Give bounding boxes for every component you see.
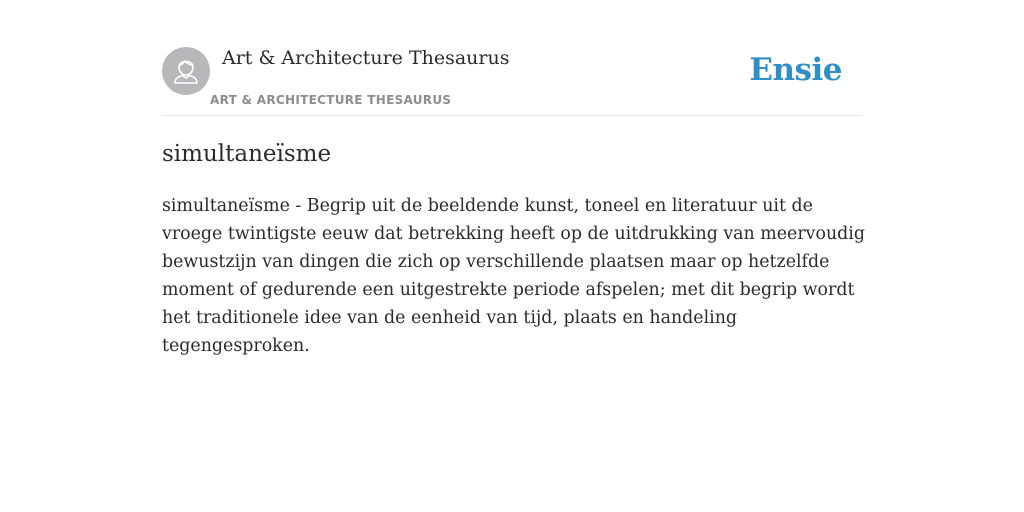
author-name-link[interactable]: Art & Architecture Thesaurus	[222, 47, 510, 69]
brand-logo[interactable]: Ensie	[749, 52, 842, 88]
header	[162, 46, 862, 116]
definition-text: simultaneïsme - Begrip uit de beeldende kunst, toneel en literatuur uit de vroege twintigste eeuw dat betrekking heeft op de uitdrukking van meervoudig bewustzijn van dingen die zich op verschillende plaatsen maar op hetzelfde moment of gedurende een uitgestrekte periode afspelen; met dit begrip wordt het traditionele idee van de eenheid van tijd, plaats en handeling tegengesproken.	[162, 196, 865, 356]
term-title: simultaneïsme	[162, 141, 332, 167]
source-label: ART & ARCHITECTURE THESAURUS	[210, 93, 452, 107]
avatar[interactable]	[162, 47, 210, 95]
user-silhouette-icon	[162, 47, 210, 95]
